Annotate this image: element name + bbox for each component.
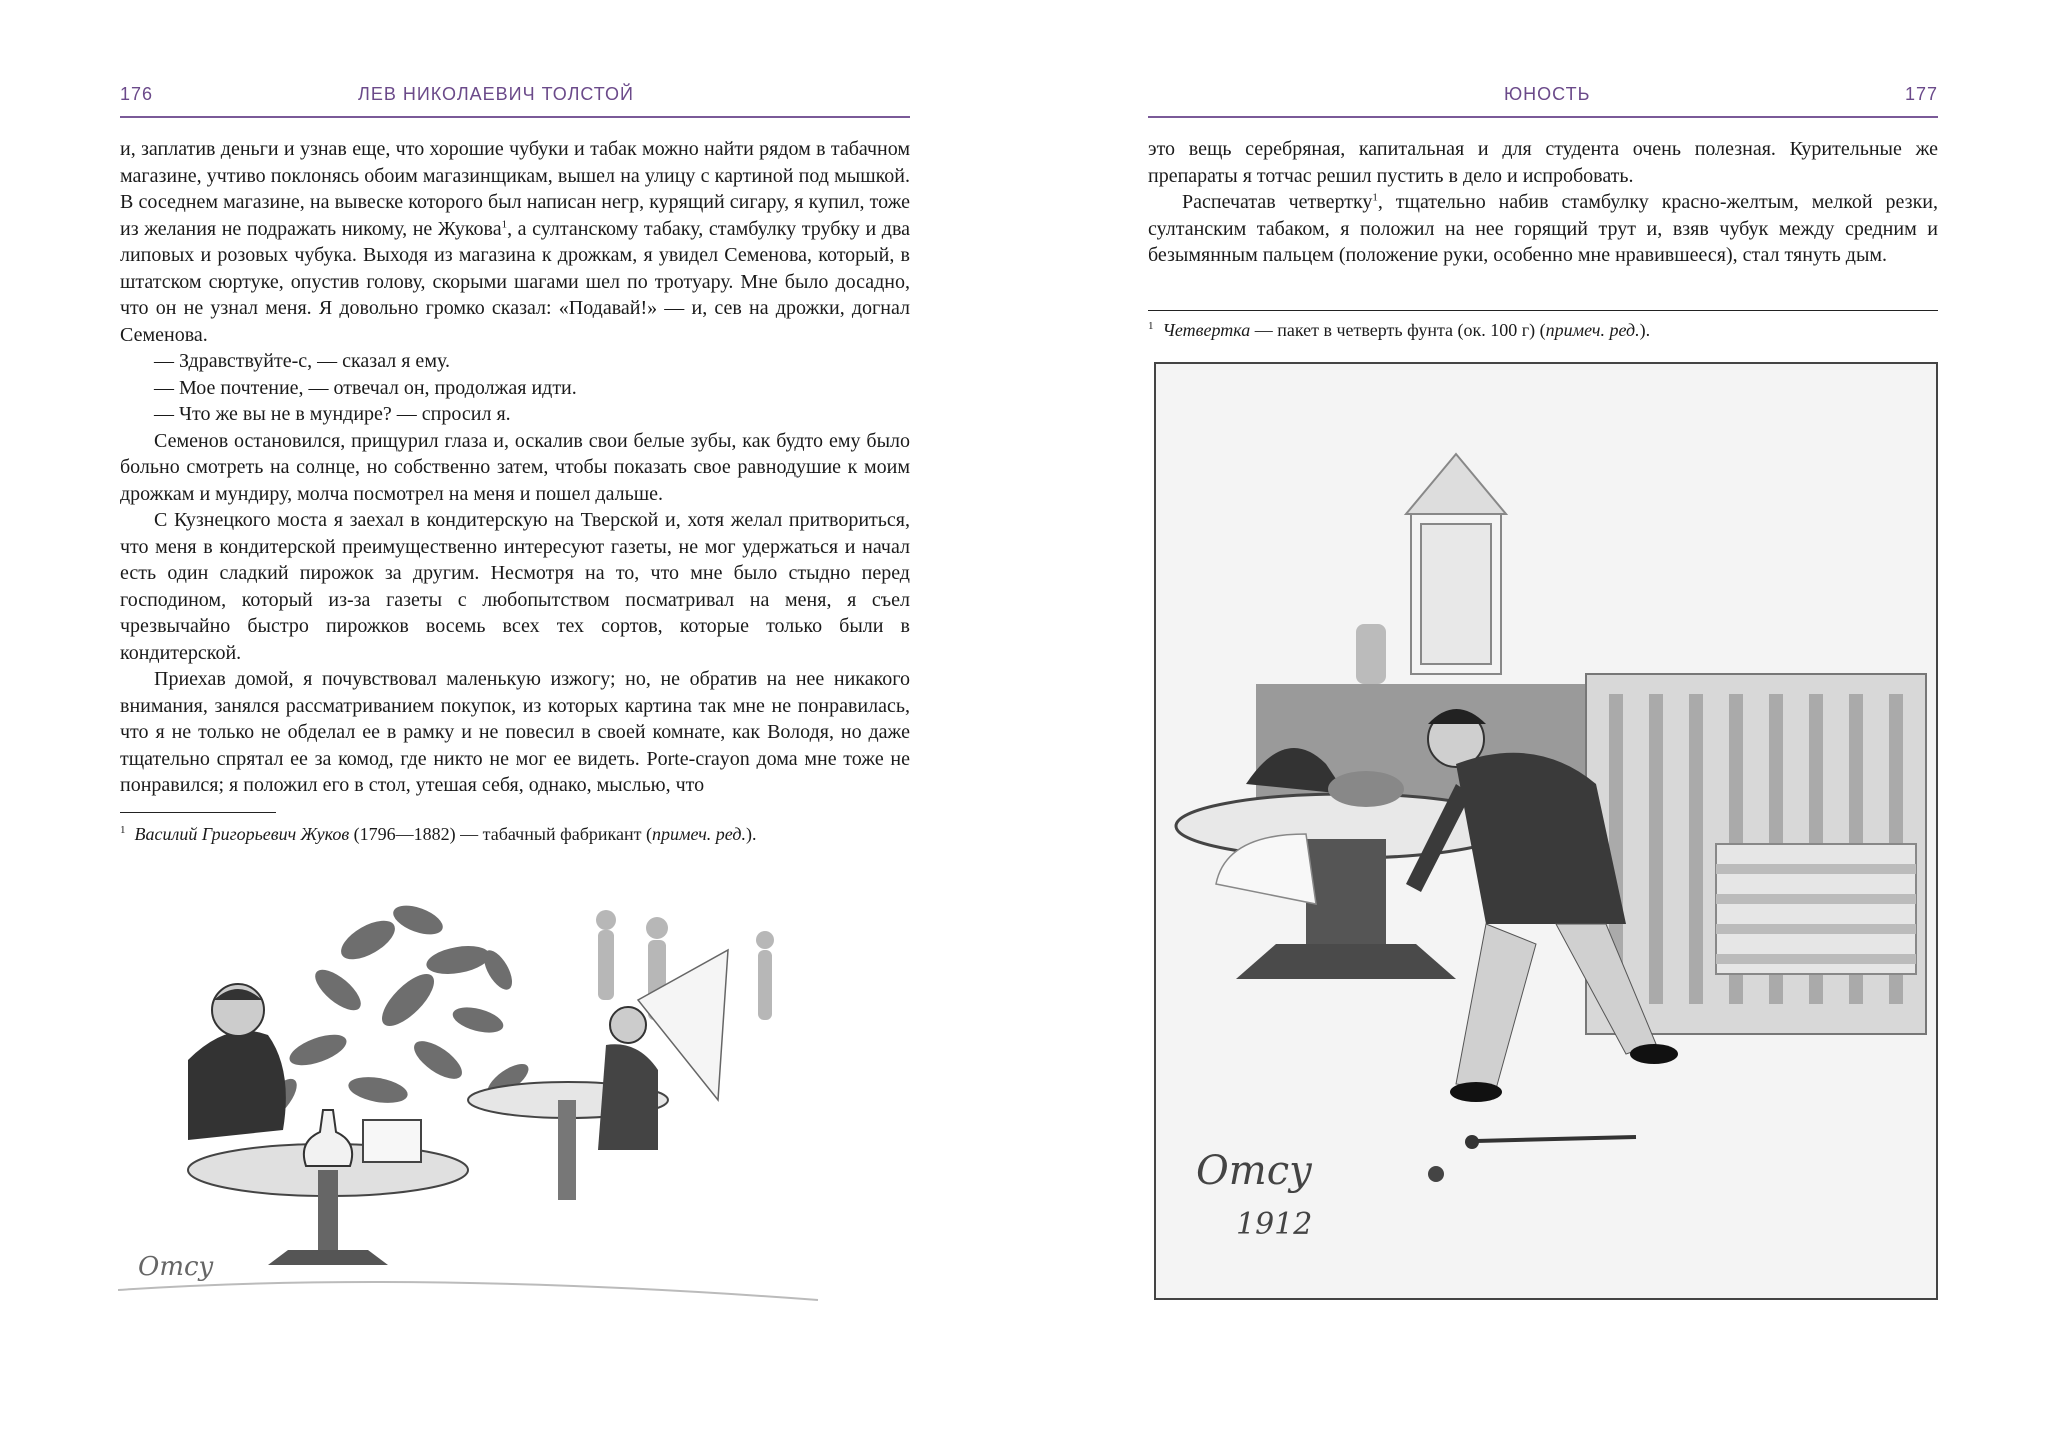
right-footnote: $^1$ Четвертка — пакет в четверть фунта (ок. 100 г) (примеч. ред.).: [1148, 320, 1651, 340]
paragraph: — Здравствуйте-с, — сказал я ему.: [154, 350, 450, 372]
parcel-box: [363, 1120, 421, 1162]
right-running-head: [1148, 84, 1938, 114]
artist-signature: Отсу: [1196, 1148, 1313, 1194]
paragraph: — Что же вы не в мундире? — спросил я.: [154, 403, 511, 425]
left-page-number: 176: [120, 84, 154, 104]
left-running-head: [120, 84, 910, 114]
paragraph: — Мое почтение, — отвечал он, продолжая идти.: [154, 376, 577, 399]
illustration-frame: [1154, 362, 1938, 1300]
paragraph: и, заплатив деньги и узнав еще, что хорошие чубуки и табак можно найти рядом в табачном магазине, учтиво поклонясь обоим магазинщикам, вышел на улицу с картиной под мышкой. В соседнем магазине, на вывеске которого был написан негр, курящий сигару, я купил, тоже из желания не подражать никому, не Жукова$^1$, а султанскому табаку, стамбулку трубку и два липовых и розовых чубука. Выходя из магазина к дрожкам, я увидел Семенова, который, в штатском сюртуке, опустив голову, скорыми шагами шел по тротуару. Мне было досадно, что он не узнал меня. Я довольно громко сказал: «Подавай!» — и, сев на дрожки, догнал Семенова.: [120, 138, 910, 346]
left-body-text: [120, 136, 910, 799]
footnote-ref[interactable]: 1: [1372, 191, 1378, 204]
paragraph: Приехав домой, я почувствовал маленькую изжогу; но, не обратив на нее никакого внимания, занялся рассматриванием покупок, из которых картина так мне не понравилась, что я не только не обделал ее в рамку и не повесил в своей комнате, как Володя, но даже тщательно спрятал ее за комод, где никто не мог ее видеть. Porte-crayon дома мне тоже не понравился; я положил его в стол, утешая себя, однако, мыслью, что: [120, 668, 910, 796]
left-header-rule: [120, 116, 910, 118]
right-page-number: 177: [1904, 84, 1938, 104]
carafe: [304, 1110, 352, 1166]
paragraph: это вещь серебряная, капитальная и для студента очень полезная. Курительные же препараты я тотчас решил пустить в дело и испробовать.: [1148, 138, 1938, 187]
cafe-sketch-illustration: [118, 870, 918, 1330]
seated-boy: [188, 984, 286, 1140]
footnote-ref[interactable]: 1: [501, 217, 508, 230]
paragraph: Семенов остановился, прищурил глаза и, оскалив свои белые зубы, как будто ему было больно смотреть на солнце, но собственно затем, чтобы показать свое равнодушие к моим дрожкам и мундиру, молча посмотрел на меня и пошел дальше.: [120, 429, 910, 505]
right-running-title: ЮНОСТЬ: [1504, 84, 1591, 104]
artist-signature: Отсу: [138, 1252, 214, 1282]
right-header-rule: [1148, 116, 1938, 118]
right-footnote-rule: [1148, 310, 1938, 311]
vase: [1356, 624, 1386, 684]
left-running-title: ЛЕВ НИКОЛАЕВИЧ ТОЛСТОЙ: [358, 84, 634, 104]
humidor: [1328, 771, 1404, 807]
paragraph: Распечатав четвертку$^1$, тщательно набив стамбулку красно-желтым, мелкой резки, султанским табаком, я положил на нее горящий трут и, взяв чубук между средним и безымянным пальцем (положение руки, особенно мне нравившееся), стал тянуть дым.: [1148, 191, 1938, 266]
left-footnote: $^1$ Василий Григорьевич Жуков (1796—1882) — табачный фабрикант (примеч. ред.).: [120, 824, 757, 844]
right-body-text: [1148, 136, 1938, 269]
illustration-date: 1912: [1236, 1207, 1313, 1242]
smoking-student-illustration: [1156, 364, 1936, 1298]
right-page: [1024, 0, 2048, 1446]
left-footnote-rule: [120, 812, 276, 813]
paragraph: С Кузнецкого моста я заехал в кондитерскую на Тверской и, хотя желал притвориться, что меня в кондитерской преимущественно интересуют газеты, не мог удержаться и начал есть один сладкий пирожок за другим. Несмотря на то, что мне было стыдно перед господином, который из-за газеты с любопытством посматривал на меня, я съел чрезвычайно быстро пирожков восемь всех тех сортов, которые только были в кондитерской.: [120, 509, 910, 664]
